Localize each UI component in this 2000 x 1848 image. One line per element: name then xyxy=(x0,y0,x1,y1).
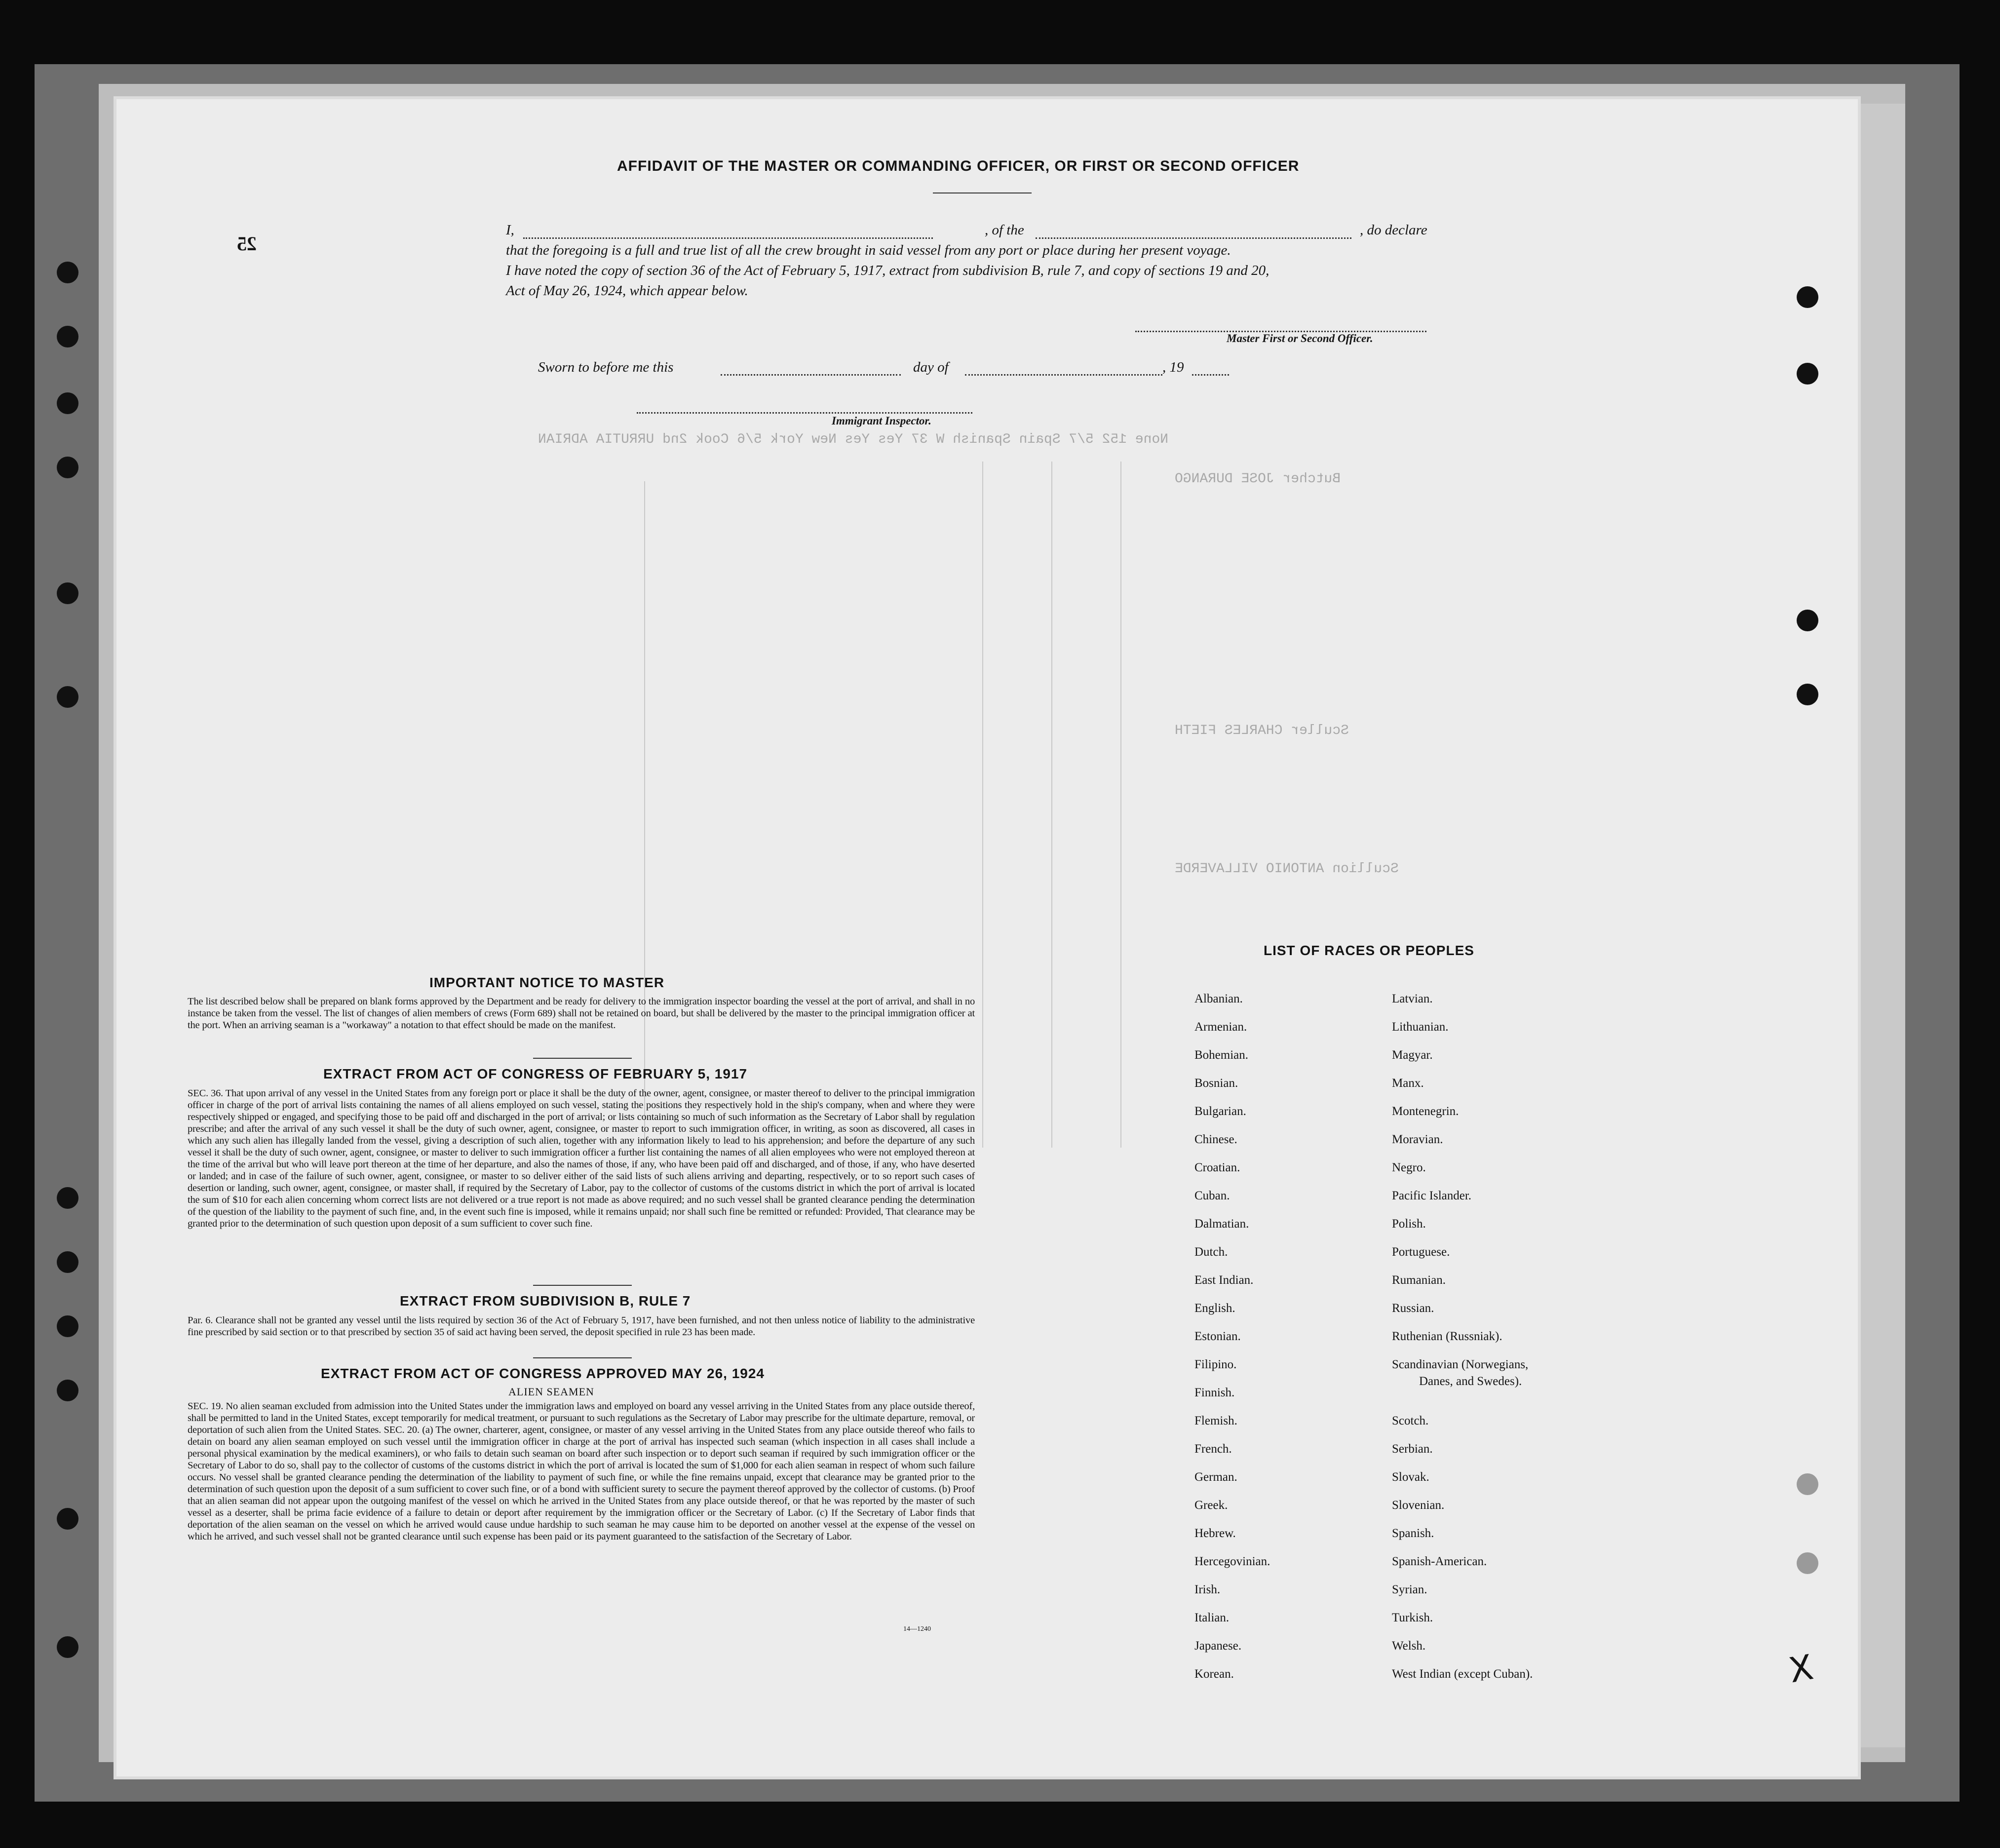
punch-hole xyxy=(57,1636,78,1658)
race-item: East Indian. xyxy=(1194,1273,1254,1287)
of-the-label: , of the xyxy=(985,222,1024,238)
extract-1917-body: SEC. 36. That upon arrival of any vessel in the United States from any foreign port or place it shall be the duty of the owner, agent, consignee, or master thereof to deliver to the principal immigration officer in charge of the port of arrival lists containing the names of all aliens employed on such vessel, stating the positions they respectively hold in the ship's company, when and where they were respectively shipped or engaged, and specifying those to be paid off and discharged in the port of arrival; or lists containing so much of such information as the Secretary of Labor shall by regulation prescribe; and after the arrival of any such vessel it shall be the duty of such owner, agent, consignee, or master to report to such immigration officer, in writing, as soon as discovered, all cases in which any such alien has illegally landed from the vessel, giving a description of such alien, together with any information likely to lead to his apprehension; and before the departure of any such vessel it shall be the duty of such owner, agent, consignee, or master to deliver to such immigration officer a further list containing the names of all alien employees who were not employed thereon at the time of the arrival but who will leave port thereon at the time of her departure, and also the names of those, if any, who have been paid off and discharged, and of those, if any, who have deserted or landed; and in case of the failure of such owner, agent, consignee, or master to so deliver either of the said lists of such aliens arriving and departing, respectively, or to so report such cases of desertion or landing, such owner, agent, consignee, or master shall, if required by the Secretary of Labor, pay to the collector of customs of the customs district in which the port of arrival is located the sum of $10 for each alien concerning whom correct lists are not delivered or a true report is not made as above required; and no such vessel shall be granted clearance pending the determination of the question of the liability to the payment of such fine, and, in the event such fine is imposed, while it remains unpaid; nor shall such fine be remitted or refunded: Provided, That clearance may be granted prior to the determination of such question upon deposit of a sum sufficient to cover such fine. xyxy=(188,1088,975,1229)
name-blank xyxy=(523,237,933,239)
race-item: Ruthenian (Russniak). xyxy=(1392,1330,1502,1343)
race-item: Spanish. xyxy=(1392,1527,1434,1540)
race-item: Albanian. xyxy=(1194,992,1243,1005)
race-item: Russian. xyxy=(1392,1302,1434,1315)
bleed-through-text: Butcher JOSE DURANGO xyxy=(1175,471,1341,487)
signature-caption: Master First or Second Officer. xyxy=(1227,332,1373,345)
punch-hole xyxy=(57,1315,78,1337)
races-title: LIST OF RACES OR PEOPLES xyxy=(1264,943,1474,958)
section-rule xyxy=(533,1357,632,1358)
faint-column-rule xyxy=(982,462,983,1148)
form-number: 14—1240 xyxy=(903,1625,931,1633)
race-item: Italian. xyxy=(1194,1611,1230,1624)
punch-hole xyxy=(57,1380,78,1401)
do-declare-label: , do declare xyxy=(1360,222,1427,238)
race-item: Lithuanian. xyxy=(1392,1020,1449,1034)
faint-column-rule xyxy=(644,481,645,1148)
extract-rule7-title: EXTRACT FROM SUBDIVISION B, RULE 7 xyxy=(400,1293,691,1309)
extract-1924-title: EXTRACT FROM ACT OF CONGRESS APPROVED MAY 26, 1924 xyxy=(321,1366,765,1381)
race-item: Bohemian. xyxy=(1194,1048,1249,1062)
extract-1917-title: EXTRACT FROM ACT OF CONGRESS OF FEBRUARY 5, 1917 xyxy=(323,1066,748,1081)
race-item: Portuguese. xyxy=(1392,1245,1450,1259)
race-item: Spanish-American. xyxy=(1392,1555,1487,1568)
race-item: Bulgarian. xyxy=(1194,1105,1246,1118)
notice-title: IMPORTANT NOTICE TO MASTER xyxy=(429,975,665,990)
race-item: Danes, and Swedes). xyxy=(1419,1375,1522,1388)
punch-hole xyxy=(57,262,78,283)
race-item: Slovak. xyxy=(1392,1470,1429,1484)
i-label: I, xyxy=(506,222,514,238)
race-item: Pacific Islander. xyxy=(1392,1189,1472,1202)
punch-hole xyxy=(57,392,78,414)
punch-hole xyxy=(1797,684,1818,705)
race-item: Magyar. xyxy=(1392,1048,1433,1062)
handwritten-mark: X xyxy=(1786,1647,1816,1691)
race-item: Estonian. xyxy=(1194,1330,1241,1343)
race-item: Rumanian. xyxy=(1392,1273,1446,1287)
extract-1924-subtitle: ALIEN SEAMEN xyxy=(508,1386,594,1398)
punch-hole xyxy=(1797,610,1818,631)
race-item: Cuban. xyxy=(1194,1189,1230,1202)
affidavit-line-4: Act of May 26, 1924, which appear below. xyxy=(506,283,748,299)
punch-hole xyxy=(57,1508,78,1530)
race-item: Korean. xyxy=(1194,1667,1234,1681)
day-of-label: day of xyxy=(913,359,949,375)
race-item: Japanese. xyxy=(1194,1639,1242,1653)
notice-body: The list described below shall be prepared on blank forms approved by the Department and be ready for delivery to the immigration inspector boarding the vessel at the port of arrival, and shall in no instance be taken from the vessel. The list of changes of alien members of crews (Form 689) shall not be retained on board, but shall be delivered by the master to the principal immigration officer at the port. When an arriving seaman is a "workaway" a notation to that effect should be made on the manifest. xyxy=(188,996,975,1031)
race-item: Filipino. xyxy=(1194,1358,1237,1371)
faint-column-rule xyxy=(1120,462,1121,1148)
punch-hole xyxy=(57,1251,78,1273)
punch-hole xyxy=(57,326,78,347)
race-item: Turkish. xyxy=(1392,1611,1433,1624)
sworn-day-blank xyxy=(721,374,901,376)
race-item: Moravian. xyxy=(1392,1133,1443,1146)
punch-hole xyxy=(57,582,78,604)
race-item: Dalmatian. xyxy=(1194,1217,1249,1231)
race-item: French. xyxy=(1194,1442,1232,1456)
race-item: Montenegrin. xyxy=(1392,1105,1459,1118)
race-item: Syrian. xyxy=(1392,1583,1427,1596)
race-item: Finnish. xyxy=(1194,1386,1235,1399)
race-item: Bosnian. xyxy=(1194,1077,1238,1090)
race-item: Negro. xyxy=(1392,1161,1426,1174)
punch-hole xyxy=(1797,1473,1818,1495)
sworn-month-blank xyxy=(965,374,1162,376)
punch-hole xyxy=(1797,286,1818,308)
extract-rule7-body: Par. 6. Clearance shall not be granted any vessel until the lists required by section 36 of the Act of February 5, 1917, have been furnished, and not then unless notice of liability to the administrative fine prescribed by said section or to that prescribed by section 35 of said act having been served, the deposit specified in rule 23 has been made. xyxy=(188,1315,975,1338)
punch-hole xyxy=(1797,1552,1818,1574)
race-item: German. xyxy=(1194,1470,1237,1484)
race-item: West Indian (except Cuban). xyxy=(1392,1667,1533,1681)
race-item: Polish. xyxy=(1392,1217,1426,1231)
race-item: Armenian. xyxy=(1194,1020,1247,1034)
punch-hole xyxy=(57,686,78,708)
bleed-through-text: None 152 5/7 Spain Spanish W 37 Yes Yes New York 5/6 Cook 2nd URRUTIA ADRIAN xyxy=(538,432,1169,447)
race-item: Scotch. xyxy=(1392,1414,1429,1427)
sworn-label: Sworn to before me this xyxy=(538,359,674,375)
race-item: Croatian. xyxy=(1194,1161,1240,1174)
race-item: Dutch. xyxy=(1194,1245,1228,1259)
race-item: Greek. xyxy=(1194,1499,1228,1512)
affidavit-line-3: I have noted the copy of section 36 of the Act of February 5, 1917, extract from subdivision B, rule 7, and copy of sections 19 and 20, xyxy=(506,263,1269,278)
race-item: Hercegovinian. xyxy=(1194,1555,1270,1568)
inspector-blank xyxy=(637,412,972,414)
bleed-through-text: Sculler CHARLES FIETH xyxy=(1175,723,1349,738)
extract-1924-body: SEC. 19. No alien seaman excluded from admission into the United States under the immigration laws and employed on board any vessel arriving in the United States from any place outside thereof, shall be permitted to land in the United States, except temporarily for medical treatment, or pursuant to such regulations as the Secretary of Labor may prescribe for the ultimate departure, removal, or deportation of such alien from the United States. SEC. 20. (a) The owner, charterer, agent, consignee, or master of any vessel arriving in the United States from any place outside thereof who fails to detain on board any alien seaman employed on such vessel until the immigration officer in charge at the port of arrival has inspected such seaman (which inspection in all cases shall include a personal physical examination by the medical examiners), or who fails to detain such seaman on board after such inspection or to deport such seaman if required by such immigration officer or the Secretary of Labor to do so, shall pay to the collector of customs of the customs district in which the port of arrival is located the sum of $1,000 for each alien seaman in respect of whom such failure occurs. No vessel shall be granted clearance pending the determination of the liability to payment of such fine, or while the fine remains unpaid, except that clearance may be granted prior to the determination of such question upon the deposit of a sum sufficient to cover such fine, or of a bond with sufficient surety to secure the payment thereof approved by the collector of customs. (b) Proof that an alien seaman did not appear upon the outgoing manifest of the vessel on which he arrived in the United States from any place outside thereof, or that he was reported by the master of such vessel as a deserter, shall be prima facie evidence of a failure to detain or deport after requirement by the immigration officer or the Secretary of Labor. (c) If the Secretary of Labor finds that deportation of the alien seaman on the vessel on which he arrived would cause undue hardship to such seaman he may cause him to be deported on another vessel at the expense of the vessel on which he arrived, and such vessel shall not be granted clearance until such expense has been paid or its payment guaranteed to the satisfaction of the Secretary of Labor. xyxy=(188,1401,975,1542)
year-label: , 19 xyxy=(1162,359,1184,375)
race-item: Irish. xyxy=(1194,1583,1221,1596)
section-rule xyxy=(533,1285,632,1286)
affidavit-line-2: that the foregoing is a full and true list of all the crew brought in said vessel from any port or place during her present voyage. xyxy=(506,242,1231,258)
vessel-blank xyxy=(1036,237,1351,239)
race-item: English. xyxy=(1194,1302,1235,1315)
inspector-caption: Immigrant Inspector. xyxy=(832,415,931,427)
title-rule xyxy=(933,192,1032,193)
punch-hole xyxy=(57,457,78,478)
faint-column-rule xyxy=(1051,462,1052,1148)
race-item: Chinese. xyxy=(1194,1133,1237,1146)
bleed-through-text: Scullion ANTONIO VILLAVERDE xyxy=(1175,861,1399,877)
affidavit-title: AFFIDAVIT OF THE MASTER OR COMMANDING OFFICER, OR FIRST OR SECOND OFFICER xyxy=(617,158,1300,174)
punch-hole xyxy=(1797,363,1818,385)
race-item: Latvian. xyxy=(1392,992,1433,1005)
punch-hole xyxy=(57,1187,78,1209)
race-item: Hebrew. xyxy=(1194,1527,1236,1540)
race-item: Scandinavian (Norwegians, xyxy=(1392,1358,1529,1371)
corner-number: 25 xyxy=(237,232,257,255)
race-item: Manx. xyxy=(1392,1077,1424,1090)
race-item: Slovenian. xyxy=(1392,1499,1445,1512)
section-rule xyxy=(533,1058,632,1059)
race-item: Flemish. xyxy=(1194,1414,1237,1427)
race-item: Welsh. xyxy=(1392,1639,1426,1653)
sworn-year-blank xyxy=(1192,374,1229,376)
race-item: Serbian. xyxy=(1392,1442,1433,1456)
affidavit-sheet xyxy=(114,96,1861,1779)
